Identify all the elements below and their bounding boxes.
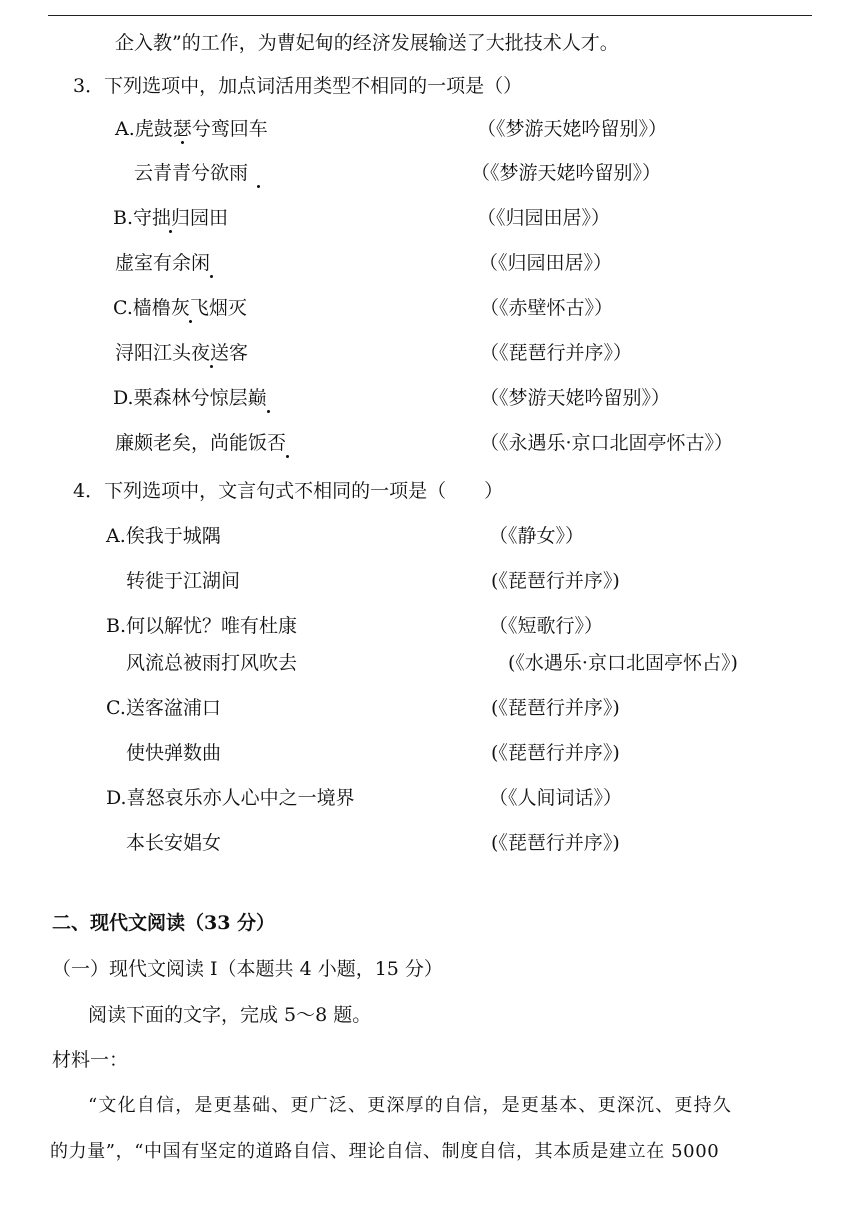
q3-source-b1: （《归园田居》） (477, 207, 611, 229)
q4-option-d1: D.喜怒哀乐亦人心中之一境界 (106, 787, 355, 809)
emphasis-dot (169, 230, 172, 233)
q4-option-b2: 风流总被雨打风吹去 (126, 652, 298, 674)
emphasis-dot (210, 275, 213, 278)
emphasis-dot (257, 185, 260, 188)
emphasis-dot (189, 320, 192, 323)
intro-tail-text: 企入教”的工作，为曹妃甸的经济发展输送了大批技术人才。 (115, 32, 619, 54)
section-title: 二、现代文阅读（33 分） (52, 912, 276, 934)
q4-source-d2: (《琵琶行并序》) (491, 832, 620, 854)
emphasis-dot (286, 455, 289, 458)
q4-option-c1: C.送客湓浦口 (106, 697, 221, 719)
q4-option-a2: 转徙于江湖间 (126, 570, 241, 592)
q3-option-d1: D.栗森林兮惊层巅 (113, 387, 267, 409)
emphasis-dot (181, 141, 184, 144)
q3-source-c1: （《赤壁怀古》） (480, 297, 614, 319)
q3-source-b2: （《归园田居》） (479, 252, 613, 274)
q3-source-d1: （《梦游天姥吟留别》） (480, 387, 671, 409)
q4-source-c1: (《琵琶行并序》) (491, 697, 620, 719)
q4-source-a1: （《静女》） (489, 525, 585, 547)
q3-option-a2: 云青青兮欲雨 (134, 162, 249, 184)
q4-stem: 4．下列选项中，文言句式不相同的一项是（ ） (73, 480, 504, 502)
q4-option-d2: 本长安娼女 (126, 832, 222, 854)
q3-source-a2: （《梦游天姥吟留别》） (471, 162, 662, 184)
reading-instruction: 阅读下面的文字，完成 5～8 题。 (88, 1004, 372, 1026)
q4-source-a2: (《琵琶行并序》) (491, 570, 620, 592)
q3-option-a1: A.虎鼓瑟兮鸾回车 (115, 118, 268, 140)
q4-option-b1: B.何以解忧？唯有杜康 (106, 615, 298, 637)
emphasis-dot (210, 365, 213, 368)
q3-source-a1: （《梦游天姥吟留别》） (477, 118, 668, 140)
q4-option-a1: A.俟我于城隅 (106, 525, 221, 547)
q3-option-b1: B.守拙归园田 (113, 207, 229, 229)
emphasis-dot (267, 410, 270, 413)
q4-source-d1: （《人间词话》） (489, 787, 623, 809)
material-body-line: “文化自信，是更基础、更广泛、更深厚的自信，是更基本、更深沉、更持久 (88, 1095, 732, 1116)
q3-source-d2: （《永遇乐·京口北固亭怀古》） (480, 432, 734, 454)
q4-source-c2: (《琵琶行并序》) (491, 742, 620, 764)
section-subtitle: （一）现代文阅读 I（本题共 4 小题，15 分） (52, 958, 443, 980)
q3-stem: 3．下列选项中，加点词活用类型不相同的一项是（） (73, 75, 523, 97)
q4-source-b1: （《短歌行》） (489, 615, 604, 637)
q3-option-d2: 廉颇老矣，尚能饭否 (115, 432, 287, 454)
header-rule (48, 15, 812, 16)
q3-option-b2: 虚室有余闲 (115, 252, 211, 274)
q4-option-c2: 使快弹数曲 (126, 742, 222, 764)
q4-source-b2: (《水遇乐·京口北固亭怀占》) (508, 652, 738, 674)
material-body-line: 的力量”，“中国有坚定的道路自信、理论自信、制度自信，其本质是建立在 5000 (50, 1141, 720, 1162)
q3-source-c2: （《琵琶行并序》） (480, 342, 633, 364)
q3-option-c1: C.樯橹灰飞烟灭 (113, 297, 247, 319)
q3-option-c2: 浔阳江头夜送客 (115, 342, 249, 364)
material-label: 材料一： (52, 1049, 129, 1071)
